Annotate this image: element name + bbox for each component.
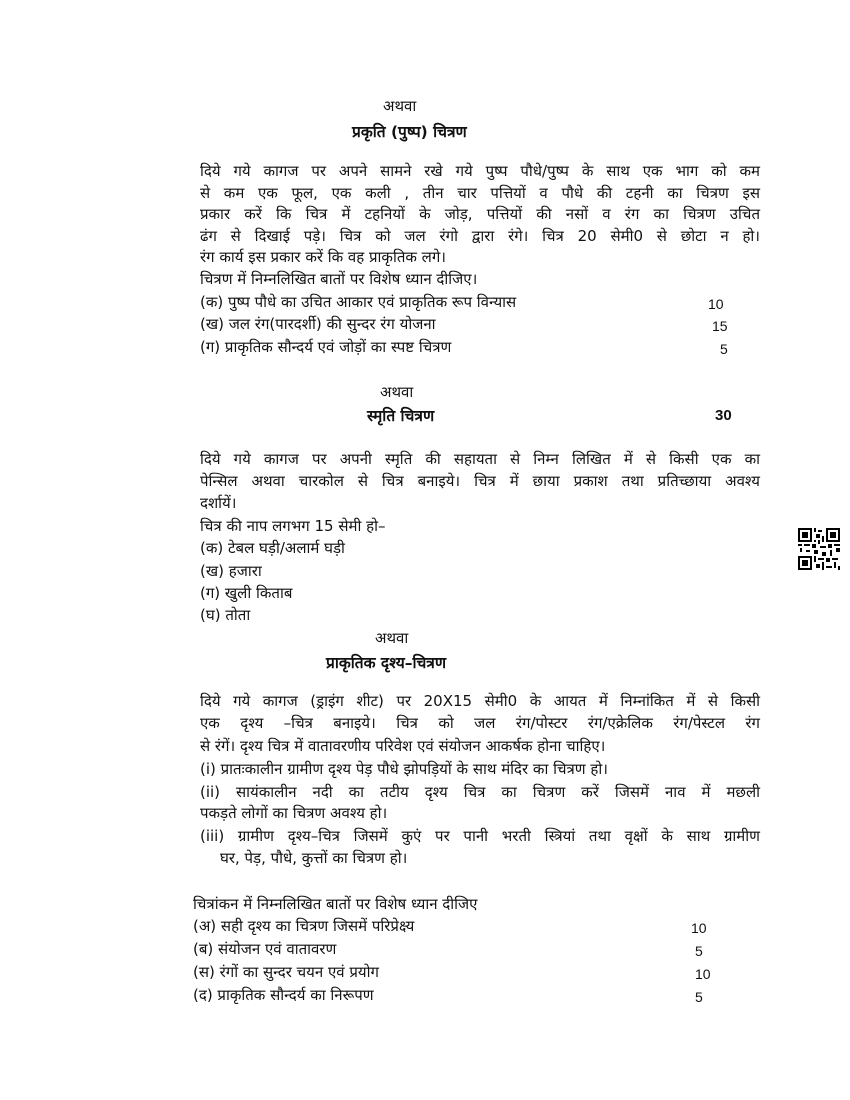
criteria-marks: 10 <box>695 966 711 982</box>
section1-para-line-5: रंग कार्य इस प्रकार करें कि वह प्राकृतिक लगे। <box>200 248 446 266</box>
section3-para-line-2: एक दृश्य –चित्र बनाइये। चित्र को जल रंग/पोस्टर रंग/एक्रेलिक रंग/पेस्टल रंग <box>200 714 760 732</box>
scene-option-i: (i) प्रातःकालीन ग्रामीण दृश्य पेड़ पौधे झोपड़ियों के साथ मंदिर का चित्रण हो। <box>200 760 608 778</box>
section2-size-note: चित्र की नाप लगभग 15 सेमी हो– <box>200 517 386 535</box>
section3-para-line-1: दिये गये कागज (ड्राइंग शीट) पर 20X15 सेमी0 के आयत में निम्नांकित में से किसी <box>200 692 760 710</box>
section2-para-line-1: दिये गये कागज पर अपनी स्मृति की सहायता से निम्न लिखित में से किसी एक का <box>200 450 760 468</box>
athva-label-2: अथवा <box>380 383 414 401</box>
heading-prakritik-drishya: प्राकृतिक दृश्य–चित्रण <box>326 654 447 672</box>
qr-code-icon <box>798 528 840 570</box>
scene-option-ii: (ii) सायंकालीन नदी का तटीय दृश्य चित्र का चित्रण करें जिसमें नाव में मछली <box>200 783 760 801</box>
criteria-item: (ख) जल रंग(पारदर्शी) की सुन्दर रंग योजना <box>200 315 436 333</box>
option-item: (क) टेबल घड़ी/अलार्म घड़ी <box>200 539 345 557</box>
section2-para-line-3: दर्शायें। <box>200 494 237 512</box>
heading-smriti-chitran: स्मृति चित्रण <box>367 407 435 425</box>
section2-marks: 30 <box>715 407 732 424</box>
scene-option-iii: (iii) ग्रामीण दृश्य–चित्र जिसमें कुएं पर पानी भरती स्त्रियां तथा वृक्षों के साथ ग्रामीण <box>200 827 760 845</box>
section1-instruction: चित्रण में निम्नलिखित बातों पर विशेष ध्यान दीजिए। <box>200 270 478 288</box>
section1-para-line-1: दिये गये कागज पर अपने सामने रखे गये पुष्प पौधे/पुष्प के साथ एक भाग को कम <box>200 162 760 180</box>
section3-criteria-title: चित्रांकन में निम्नलिखित बातों पर विशेष ध्यान दीजिए <box>193 895 478 913</box>
scene-option-ii-cont: पकड़ते लोगों का चित्रण अवश्य हो। <box>200 804 388 822</box>
criteria-item: (अ) सही दृश्य का चित्रण जिसमें परिप्रेक्ष्य <box>193 917 415 935</box>
criteria-item: (ग) प्राकृतिक सौन्दर्य एवं जोड़ों का स्पष्ट चित्रण <box>200 338 452 356</box>
criteria-marks: 10 <box>691 920 707 936</box>
criteria-item: (द) प्राकृतिक सौन्दर्य का निरूपण <box>193 986 374 1004</box>
option-item: (ख) हजारा <box>200 562 262 580</box>
criteria-item: (क) पुष्प पौधे का उचित आकार एवं प्राकृतिक रूप विन्यास <box>200 293 517 311</box>
criteria-marks: 5 <box>720 341 728 357</box>
athva-label-1: अथवा <box>383 97 417 115</box>
criteria-marks: 10 <box>708 296 724 312</box>
criteria-marks: 5 <box>695 943 703 959</box>
option-item: (घ) तोता <box>200 606 251 624</box>
option-item: (ग) खुली किताब <box>200 584 293 602</box>
criteria-marks: 15 <box>712 318 728 334</box>
heading-prakriti-chitran: प्रकृति (पुष्प) चित्रण <box>352 123 467 141</box>
scene-option-iii-cont: घर, पेड़, पौधे, कुत्तों का चित्रण हो। <box>220 849 408 867</box>
section2-para-line-2: पेन्सिल अथवा चारकोल से चित्र बनाइये। चित्र में छाया प्रकाश तथा प्रतिच्छाया अवश्य <box>200 472 760 490</box>
section1-para-line-2: से कम एक फूल, एक कली , तीन चार पत्तियों व पौधे की टहनी का चित्रण इस <box>200 184 760 202</box>
section1-para-line-4: ढंग से दिखाई पड़े। चित्र को जल रंगो द्वारा रंगे। चित्र 20 सेमी0 से छोटा न हो। <box>200 227 760 245</box>
section3-para-line-3: से रंगें। दृश्य चित्र में वातावरणीय परिवेश एवं संयोजन आकर्षक होना चाहिए। <box>200 737 606 755</box>
criteria-item: (ब) संयोजन एवं वातावरण <box>193 940 337 958</box>
criteria-marks: 5 <box>695 989 703 1005</box>
criteria-item: (स) रंगों का सुन्दर चयन एवं प्रयोग <box>193 963 379 981</box>
athva-label-3: अथवा <box>375 629 409 647</box>
section1-para-line-3: प्रकार करें कि चित्र में टहनियों के जोड़, पत्तियों की नसों व रंग का चित्रण उचित <box>200 205 760 223</box>
